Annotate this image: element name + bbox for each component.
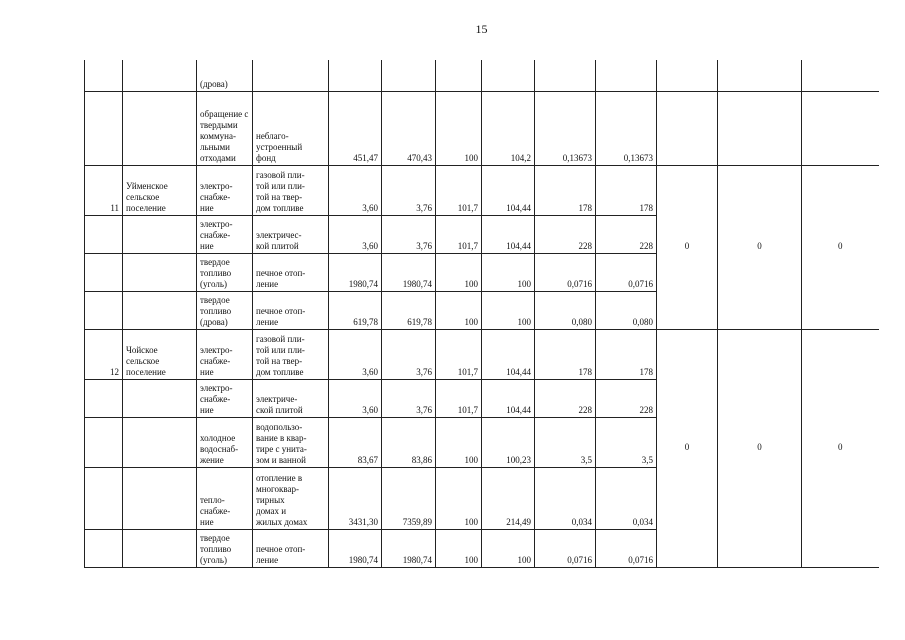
consumer-type-cell: отопление в многоквар- тирных домах и жилых домах [253, 467, 329, 529]
value-1-cell: 83,67 [329, 417, 382, 467]
percent-2-cell: 100 [482, 291, 535, 329]
resource-cell: электро- снабже- ние [197, 379, 253, 417]
percent-1-cell: 101,7 [436, 165, 482, 215]
table-row [85, 165, 879, 215]
tariff-2-cell: 228 [596, 379, 657, 417]
value-2-cell [382, 60, 436, 91]
value-2-cell: 3,76 [382, 329, 436, 379]
page-number: 15 [475, 22, 488, 36]
row-number-cell: 12 [85, 329, 123, 379]
percent-2-cell: 100,23 [482, 417, 535, 467]
consumer-type-cell: газовой пли- той или пли- той на твер- дом топливе [253, 165, 329, 215]
value-2-cell: 3,76 [382, 165, 436, 215]
consumer-type-cell: электриче- ской плитой [253, 379, 329, 417]
percent-2-cell: 104,44 [482, 215, 535, 253]
settlement-cell [123, 253, 197, 291]
value-2-cell: 1980,74 [382, 253, 436, 291]
percent-1-cell [436, 60, 482, 91]
percent-2-cell: 104,44 [482, 165, 535, 215]
percent-2-cell [482, 60, 535, 91]
zero-value-cell: 0 [718, 165, 802, 329]
settlement-cell [123, 529, 197, 567]
percent-1-cell: 100 [436, 467, 482, 529]
value-2-cell: 83,86 [382, 417, 436, 467]
row-number-cell [85, 417, 123, 467]
zero-value-cell: 0 [657, 165, 718, 329]
value-2-cell: 7359,89 [382, 467, 436, 529]
settlement-cell [123, 379, 197, 417]
extra-cell [657, 60, 718, 91]
row-number-cell [85, 60, 123, 91]
value-1-cell [329, 60, 382, 91]
value-2-cell: 619,78 [382, 291, 436, 329]
resource-cell: тепло- снабже- ние [197, 467, 253, 529]
extra-cell [802, 60, 879, 91]
resource-cell: твердое топливо (уголь) [197, 253, 253, 291]
zero-value-cell: 0 [802, 329, 879, 567]
settlement-cell [123, 417, 197, 467]
consumer-type-cell: газовой пли- той или пли- той на твер- дом топливе [253, 329, 329, 379]
percent-2-cell: 104,44 [482, 379, 535, 417]
percent-2-cell: 100 [482, 529, 535, 567]
value-2-cell: 470,43 [382, 91, 436, 165]
row-number-cell [85, 253, 123, 291]
value-2-cell: 1980,74 [382, 529, 436, 567]
value-1-cell: 619,78 [329, 291, 382, 329]
row-number-cell [85, 379, 123, 417]
percent-2-cell: 104,2 [482, 91, 535, 165]
zero-value-cell: 0 [657, 329, 718, 567]
settlement-cell [123, 60, 197, 91]
settlement-cell [123, 291, 197, 329]
tariff-1-cell: 0,034 [535, 467, 596, 529]
resource-cell: холодное водоснаб- жение [197, 417, 253, 467]
resource-cell: твердое топливо (уголь) [197, 529, 253, 567]
tariff-table [84, 60, 879, 568]
extra-cell [657, 91, 718, 165]
percent-1-cell: 100 [436, 91, 482, 165]
resource-cell: электро- снабже- ние [197, 215, 253, 253]
value-1-cell: 451,47 [329, 91, 382, 165]
percent-1-cell: 100 [436, 417, 482, 467]
tariff-2-cell: 0,034 [596, 467, 657, 529]
row-number-cell [85, 467, 123, 529]
settlement-cell: Уйменское сельское поселение [123, 165, 197, 215]
value-1-cell: 1980,74 [329, 253, 382, 291]
consumer-type-cell: печное отоп- ление [253, 529, 329, 567]
percent-1-cell: 101,7 [436, 329, 482, 379]
resource-cell: твердое топливо (дрова) [197, 291, 253, 329]
value-1-cell: 3,60 [329, 215, 382, 253]
table-row [85, 91, 879, 165]
value-1-cell: 3431,30 [329, 467, 382, 529]
resource-cell: электро- снабже- ние [197, 329, 253, 379]
percent-2-cell: 104,44 [482, 329, 535, 379]
row-number-cell [85, 529, 123, 567]
consumer-type-cell: печное отоп- ление [253, 253, 329, 291]
tariff-2-cell: 3,5 [596, 417, 657, 467]
tariff-1-cell: 228 [535, 215, 596, 253]
tariff-1-cell: 228 [535, 379, 596, 417]
percent-1-cell: 101,7 [436, 215, 482, 253]
tariff-1-cell: 0,080 [535, 291, 596, 329]
zero-value-cell: 0 [718, 329, 802, 567]
extra-cell [718, 60, 802, 91]
tariff-1-cell: 0,0716 [535, 529, 596, 567]
table-row [85, 329, 879, 379]
tariff-2-cell: 178 [596, 329, 657, 379]
value-2-cell: 3,76 [382, 379, 436, 417]
row-number-cell [85, 291, 123, 329]
tariff-2-cell: 0,0716 [596, 529, 657, 567]
percent-1-cell: 100 [436, 253, 482, 291]
consumer-type-cell: водопользо- вание в квар- тире с унита- зом и ванной [253, 417, 329, 467]
value-1-cell: 3,60 [329, 329, 382, 379]
tariff-1-cell: 178 [535, 329, 596, 379]
consumer-type-cell [253, 60, 329, 91]
consumer-type-cell: неблаго- устроенный фонд [253, 91, 329, 165]
row-number-cell [85, 215, 123, 253]
extra-cell [718, 91, 802, 165]
settlement-cell [123, 215, 197, 253]
value-1-cell: 3,60 [329, 379, 382, 417]
percent-2-cell: 100 [482, 253, 535, 291]
value-2-cell: 3,76 [382, 215, 436, 253]
resource-cell: электро- снабже- ние [197, 165, 253, 215]
table-row [85, 60, 879, 91]
consumer-type-cell: печное отоп- ление [253, 291, 329, 329]
resource-cell: обращение с твердыми коммуна- льными отходами [197, 91, 253, 165]
percent-1-cell: 101,7 [436, 379, 482, 417]
tariff-2-cell: 228 [596, 215, 657, 253]
extra-cell [802, 91, 879, 165]
settlement-cell [123, 467, 197, 529]
percent-1-cell: 100 [436, 529, 482, 567]
resource-cell: (дрова) [197, 60, 253, 91]
tariff-1-cell: 0,13673 [535, 91, 596, 165]
tariff-2-cell: 0,13673 [596, 91, 657, 165]
zero-value-cell: 0 [802, 165, 879, 329]
value-1-cell: 1980,74 [329, 529, 382, 567]
row-number-cell [85, 91, 123, 165]
tariff-1-cell: 0,0716 [535, 253, 596, 291]
row-number-cell: 11 [85, 165, 123, 215]
tariff-1-cell: 178 [535, 165, 596, 215]
percent-2-cell: 214,49 [482, 467, 535, 529]
settlement-cell: Чойское сельское поселение [123, 329, 197, 379]
tariff-2-cell: 0,080 [596, 291, 657, 329]
percent-1-cell: 100 [436, 291, 482, 329]
tariff-2-cell [596, 60, 657, 91]
tariff-1-cell: 3,5 [535, 417, 596, 467]
consumer-type-cell: электричес- кой плитой [253, 215, 329, 253]
tariff-2-cell: 178 [596, 165, 657, 215]
value-1-cell: 3,60 [329, 165, 382, 215]
tariff-1-cell [535, 60, 596, 91]
settlement-cell [123, 91, 197, 165]
tariff-2-cell: 0,0716 [596, 253, 657, 291]
